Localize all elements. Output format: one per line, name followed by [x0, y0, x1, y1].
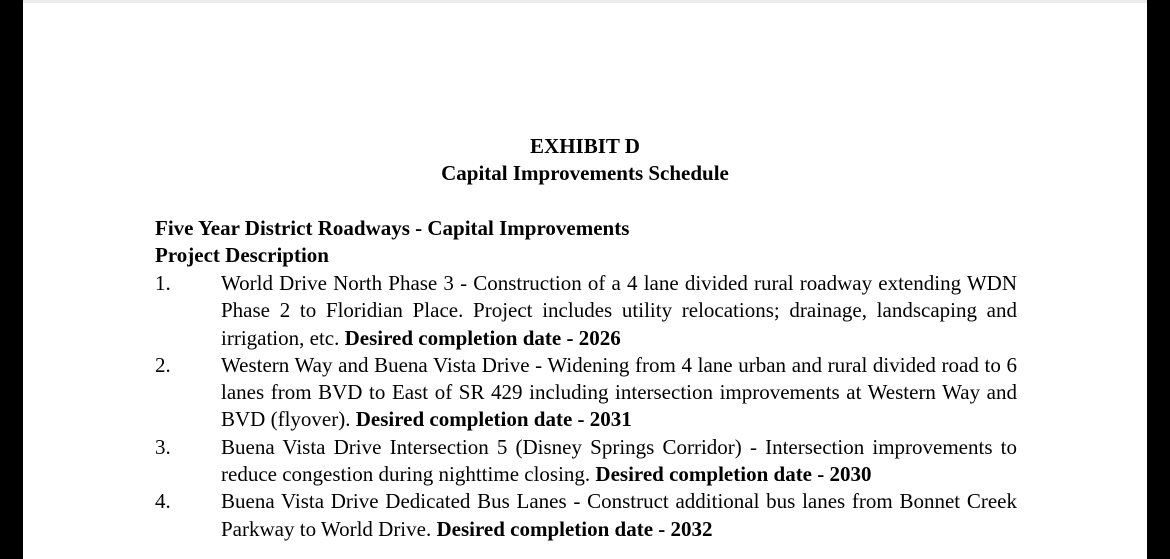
- project-description: Buena Vista Drive Intersection 5 (Disney Springs Corridor) - Intersection improvements to reduce congestion during nighttime closing.: [221, 434, 1017, 487]
- project-list: [155, 270, 1017, 543]
- project-item: [155, 434, 1017, 489]
- exhibit-subtitle: Capital Improvements Schedule: [441, 161, 729, 185]
- project-description: World Drive North Phase 3 - Construction of a 4 lane divided rural roadway extending WDN Phase 2 to Floridian Place. Project includes utility relocations; drainage, landscaping and irrigation, etc.: [221, 271, 1017, 350]
- project-number: 1.: [155, 271, 171, 295]
- project-number: 3.: [155, 434, 171, 459]
- project-description: Western Way and Buena Vista Drive - Widening from 4 lane urban and rural divided road to 6 lanes from BVD to East of SR 429 including intersection improvements at Western Way and BVD (flyover).: [221, 352, 1017, 432]
- project-completion-date: Desired completion date - 2031: [355, 407, 632, 432]
- project-item: [155, 270, 1017, 352]
- project-completion-date: Desired completion date - 2030: [595, 462, 872, 487]
- project-completion-date: Desired completion date - 2032: [436, 516, 713, 541]
- project-completion-date: Desired completion date - 2026: [344, 325, 621, 350]
- project-item: [155, 488, 1017, 543]
- project-description-heading: Project Description: [155, 243, 329, 267]
- page-top-edge: [23, 0, 1147, 3]
- project-description: Buena Vista Drive Dedicated Bus Lanes - Construct additional bus lanes from Bonnet Creek Parkway to World Drive.: [221, 489, 1017, 541]
- project-number: 4.: [155, 489, 171, 514]
- project-number: 2.: [155, 352, 171, 377]
- exhibit-title: EXHIBIT D: [530, 134, 640, 158]
- section-heading: Five Year District Roadways - Capital Improvements: [155, 216, 630, 240]
- project-item: [155, 352, 1017, 434]
- document-page: [23, 0, 1147, 559]
